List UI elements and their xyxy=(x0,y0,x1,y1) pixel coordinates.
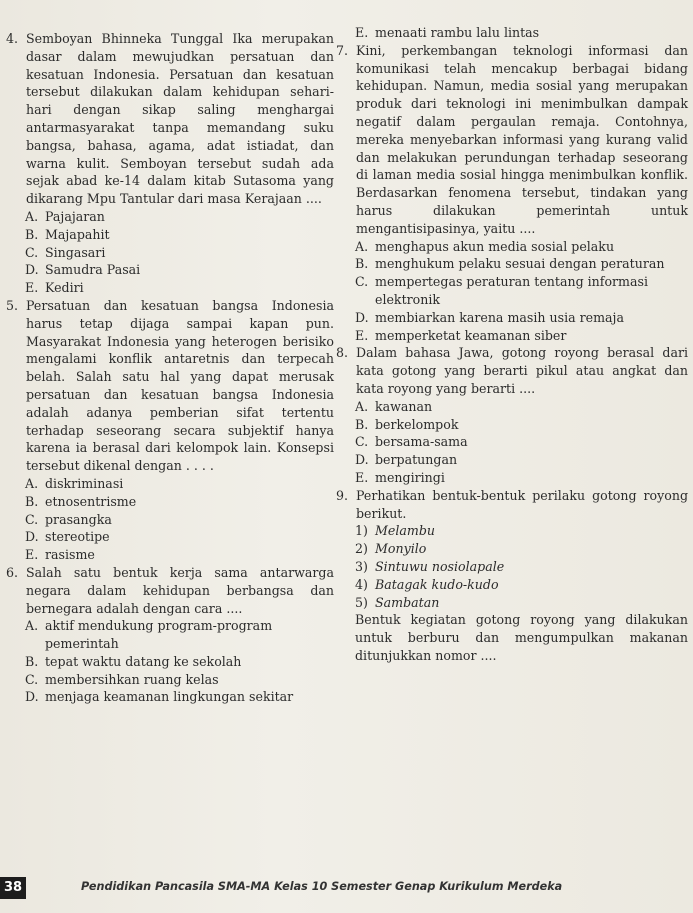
option-text: berpatungan xyxy=(375,452,458,468)
option-b[interactable] xyxy=(6,653,334,671)
item-number: 5) xyxy=(355,594,368,610)
question-text: Persatuan dan kesatuan bangsa Indonesia harus tetap dijaga sampai kapan pun. Masyarakat Indonesia yang heterogen berisiko mengalami konflik antaretnis dan terpecah belah. Salah satu hal yang dapat merusak persatuan dan kesatuan bangsa Indonesia adalah adanya pemberian sifat tertentu terhadap seseorang secara subjektif hanya karena ia berasal dari kelompok lain. Konsepsi tersebut dikenal dengan . . . . xyxy=(26,297,334,474)
item-text: Melambu xyxy=(375,523,435,539)
option-text: mengiringi xyxy=(375,469,445,485)
item-number: 3) xyxy=(355,558,368,574)
option-text: etnosentrisme xyxy=(45,493,137,509)
option-letter: E. xyxy=(25,280,39,296)
question-5 xyxy=(6,297,334,475)
list-item xyxy=(336,594,688,612)
question-text: Dalam bahasa Jawa, gotong royong berasal dari kata gotong yang berarti pikul atau angkat dan kata royong yang berarti .... xyxy=(356,345,688,396)
option-e[interactable] xyxy=(336,327,688,345)
page-number: 38 xyxy=(0,877,26,899)
option-b[interactable] xyxy=(6,493,334,511)
option-a[interactable] xyxy=(336,238,688,256)
option-text: Samudra Pasai xyxy=(45,262,141,278)
option-c[interactable] xyxy=(6,244,334,262)
option-letter: C. xyxy=(25,511,39,527)
option-letter: E. xyxy=(355,25,369,40)
option-letter: E. xyxy=(355,327,369,343)
option-letter: D. xyxy=(25,689,39,705)
option-letter: A. xyxy=(25,475,39,491)
option-e[interactable] xyxy=(6,546,334,564)
option-text: Singasari xyxy=(45,244,106,260)
option-letter: D. xyxy=(25,262,39,278)
option-a[interactable] xyxy=(6,475,334,493)
option-d[interactable] xyxy=(6,261,334,279)
option-text: menghapus akun media sosial pelaku xyxy=(375,238,615,254)
option-letter: B. xyxy=(25,653,39,669)
option-c[interactable] xyxy=(6,511,334,529)
option-text: stereotipe xyxy=(45,529,110,545)
option-letter: B. xyxy=(355,256,369,272)
option-text: Pajajaran xyxy=(45,208,105,224)
option-a[interactable] xyxy=(6,208,334,226)
item-number: 4) xyxy=(355,576,368,592)
option-a[interactable] xyxy=(336,398,688,416)
option-e[interactable] xyxy=(336,469,688,487)
option-letter: A. xyxy=(355,398,369,414)
question-text: Kini, perkembangan teknologi informasi dan komunikasi telah mencakup berbagai bidang kehidupan. Namun, media sosial yang merupakan produk dari teknologi ini menimbulkan dampak negatif dalam pergaulan remaja. Contohnya, mereka menyebarkan informasi yang kurang valid dan melakukan perundungan terhadap seseorang di laman media sosial hingga menimbulkan konflik. Berdasarkan fenomena tersebut, tindakan yang harus dilakukan pemerintah untuk mengantisipasinya, yaitu .... xyxy=(356,42,688,236)
item-text: Sintuwu nosiolapale xyxy=(375,558,505,574)
option-text: aktif mendukung program-program pemerintah xyxy=(45,618,273,652)
question-text: Salah satu bentuk kerja sama antarwarga negara dalam kehidupan berbangsa dan bernegara adalah dengan cara .... xyxy=(26,564,334,616)
item-text: Monyilo xyxy=(375,541,427,557)
option-e[interactable] xyxy=(336,24,688,42)
question-number: 7. xyxy=(336,42,349,58)
option-c[interactable] xyxy=(336,273,688,309)
option-letter: B. xyxy=(355,416,369,432)
option-b[interactable] xyxy=(336,255,688,273)
option-letter: B. xyxy=(25,226,39,242)
book-title: Pendidikan Pancasila SMA-MA Kelas 10 Semester Genap Kurikulum Merdeka xyxy=(81,880,563,893)
option-d[interactable] xyxy=(336,451,688,469)
option-letter: E. xyxy=(355,469,369,485)
option-text: Majapahit xyxy=(45,226,110,242)
option-letter: C. xyxy=(355,274,369,290)
option-text: Kediri xyxy=(45,280,84,296)
option-letter: A. xyxy=(355,238,369,254)
option-letter: B. xyxy=(25,493,39,509)
option-text: diskriminasi xyxy=(45,475,124,491)
item-text: Sambatan xyxy=(375,594,440,610)
option-text: tepat waktu datang ke sekolah xyxy=(45,653,242,669)
right-column xyxy=(336,14,688,665)
option-letter: D. xyxy=(25,529,39,545)
list-item xyxy=(336,540,688,558)
option-text: berkelompok xyxy=(375,416,459,432)
item-number: 1) xyxy=(355,523,368,539)
option-b[interactable] xyxy=(6,226,334,244)
option-text: menghukum pelaku sesuai dengan peraturan xyxy=(375,256,665,272)
option-b[interactable] xyxy=(336,416,688,434)
question-number: 9. xyxy=(336,487,349,503)
option-text: kawanan xyxy=(375,398,433,414)
option-text: memperketat keamanan siber xyxy=(375,327,567,343)
question-4 xyxy=(6,30,334,208)
option-d[interactable] xyxy=(6,688,334,706)
option-d[interactable] xyxy=(6,528,334,546)
question-text: Semboyan Bhinneka Tunggal Ika merupakan dasar dalam mewujudkan persatuan dan kesatuan Indonesia. Persatuan dan kesatuan tersebut dilakukan dalam kehidupan sehari- hari dengan sikap saling menghargai antarmasyarakat tanpa memandang suku bangsa, bahasa, agama, adat istiadat, dan warna kulit. Semboyan tersebut sudah ada sejak abad ke-14 dalam kitab Sutasoma yang dikarang Mpu Tantular dari masa Kerajaan .... xyxy=(26,31,334,207)
option-text: membiarkan karena masih usia remaja xyxy=(375,309,624,325)
option-text: bersama-sama xyxy=(375,434,468,450)
list-item xyxy=(336,558,688,576)
item-text: Batagak kudo-kudo xyxy=(375,576,499,592)
question-number: 4. xyxy=(6,31,19,46)
question-number: 5. xyxy=(6,297,19,313)
question-number: 8. xyxy=(336,345,349,361)
option-c[interactable] xyxy=(336,433,688,451)
option-a[interactable] xyxy=(6,617,334,653)
list-item xyxy=(336,522,688,540)
option-text: prasangka xyxy=(45,511,112,527)
question-text: Perhatikan bentuk-bentuk perilaku gotong royong berikut. xyxy=(356,487,688,521)
option-letter: C. xyxy=(25,671,39,687)
option-letter: E. xyxy=(25,547,39,563)
option-text: menaati rambu lalu lintas xyxy=(375,25,540,40)
question-7 xyxy=(336,42,688,238)
page-footer xyxy=(0,877,693,899)
question-9 xyxy=(336,487,688,523)
question-8 xyxy=(336,344,688,397)
option-c[interactable] xyxy=(6,671,334,689)
list-item xyxy=(336,576,688,594)
option-letter: D. xyxy=(355,309,369,325)
option-text: mempertegas peraturan tentang informasi elektronik xyxy=(375,274,648,307)
option-d[interactable] xyxy=(336,309,688,327)
option-text: menjaga keamanan lingkungan sekitar xyxy=(45,689,294,705)
question-number: 6. xyxy=(6,564,19,580)
option-letter: A. xyxy=(25,208,39,224)
option-letter: A. xyxy=(25,618,39,634)
question-text-continued: Bentuk kegiatan gotong royong yang dilakukan untuk berburu dan mengumpulkan makanan ditunjukkan nomor .... xyxy=(355,612,688,663)
option-letter: C. xyxy=(25,244,39,260)
option-text: membersihkan ruang kelas xyxy=(45,671,219,687)
left-column xyxy=(6,14,334,706)
option-e[interactable] xyxy=(6,279,334,297)
option-letter: C. xyxy=(355,434,369,450)
question-6 xyxy=(6,564,334,617)
item-number: 2) xyxy=(355,541,368,557)
option-text: rasisme xyxy=(45,547,95,563)
option-letter: D. xyxy=(355,452,369,468)
